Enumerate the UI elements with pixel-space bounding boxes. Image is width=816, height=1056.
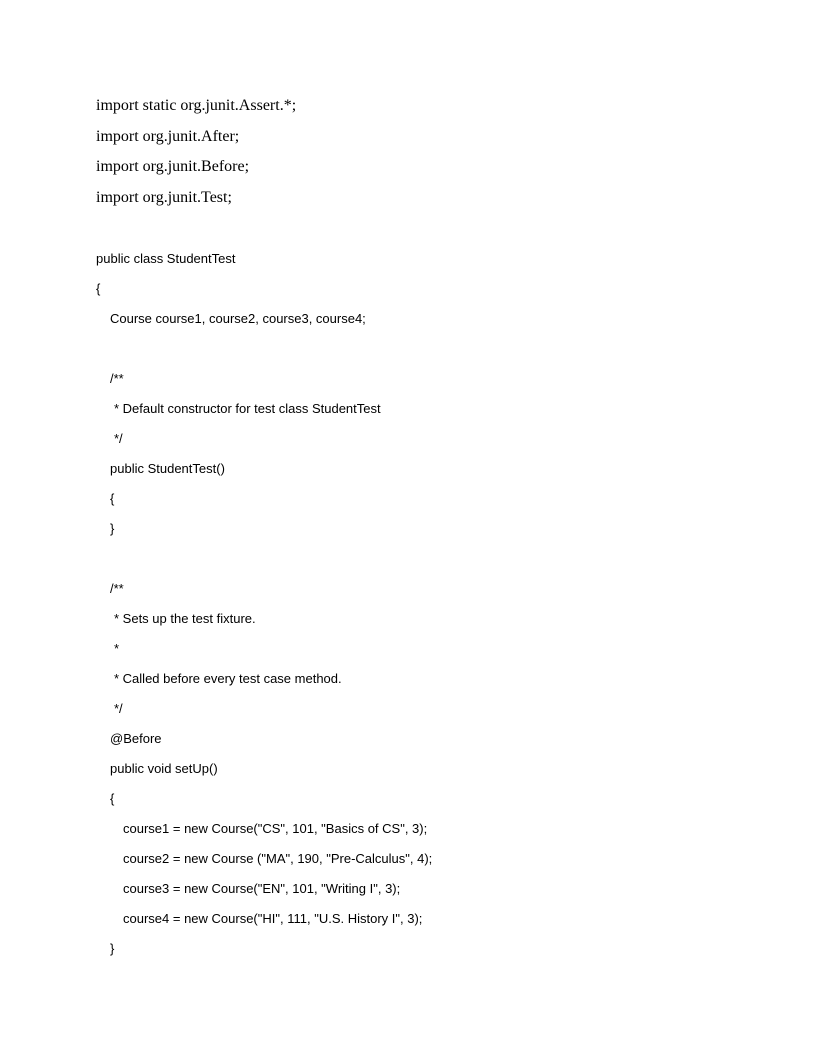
blank-line bbox=[96, 549, 736, 579]
setup-signature: public void setUp() bbox=[110, 760, 218, 776]
setup-doc-line: * Sets up the test fixture. bbox=[114, 610, 256, 626]
setup-doc-line: * Called before every test case method. bbox=[114, 670, 342, 686]
ctor-open-brace: { bbox=[110, 490, 115, 506]
ctor-doc-open: /** bbox=[110, 370, 124, 386]
import-line: import org.junit.After; bbox=[96, 127, 240, 145]
setup-statement: course1 = new Course("CS", 101, "Basics of CS", 3); bbox=[123, 820, 428, 836]
before-annotation: @Before bbox=[110, 730, 162, 746]
import-line: import org.junit.Before; bbox=[96, 158, 250, 176]
setup-statement: course2 = new Course ("MA", 190, "Pre-Calculus", 4); bbox=[123, 850, 433, 866]
setup-statement: course3 = new Course("EN", 101, "Writing I", 3); bbox=[123, 880, 401, 896]
setup-statement: course4 = new Course("HI", 111, "U.S. History I", 3); bbox=[123, 910, 423, 926]
field-declaration: Course course1, course2, course3, course4; bbox=[110, 310, 366, 326]
ctor-doc-line: * Default constructor for test class StudentTest bbox=[114, 400, 381, 416]
class-open-brace: { bbox=[96, 280, 101, 296]
setup-doc-open: /** bbox=[110, 580, 124, 596]
blank-line bbox=[96, 339, 736, 369]
setup-open-brace: { bbox=[110, 790, 115, 806]
import-line: import static org.junit.Assert.*; bbox=[96, 97, 297, 114]
ctor-close-brace: } bbox=[110, 520, 115, 536]
setup-doc-line: * bbox=[114, 640, 120, 656]
setup-doc-close: */ bbox=[114, 700, 123, 716]
ctor-doc-close: */ bbox=[114, 430, 123, 446]
class-declaration: public class StudentTest bbox=[96, 250, 236, 266]
ctor-signature: public StudentTest() bbox=[110, 460, 225, 476]
blank-line bbox=[96, 219, 736, 249]
document-page bbox=[96, 96, 736, 969]
import-line: import org.junit.Test; bbox=[96, 189, 232, 207]
setup-close-brace: } bbox=[110, 940, 115, 956]
